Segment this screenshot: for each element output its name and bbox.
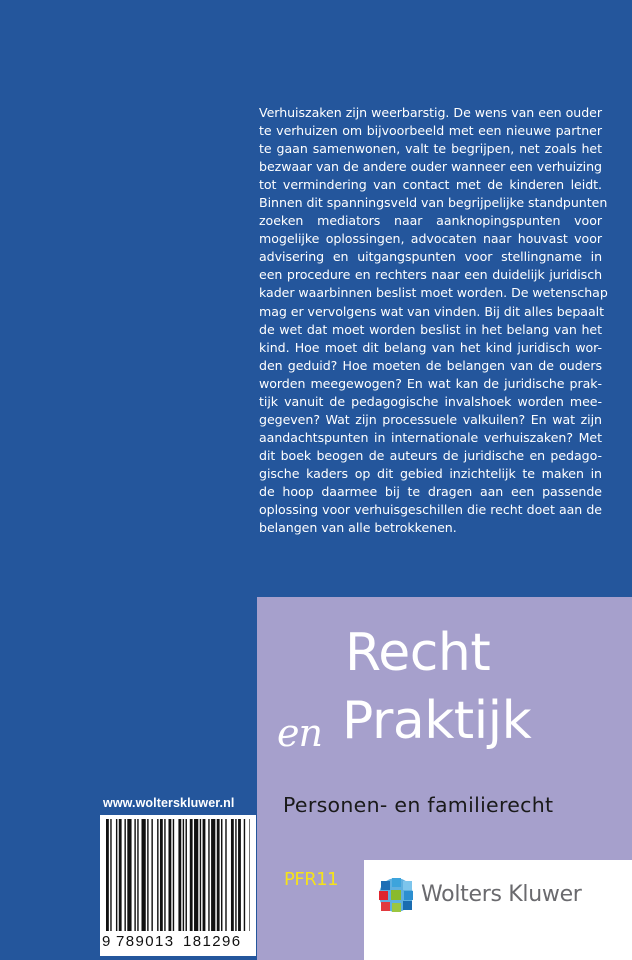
barcode-bar — [157, 819, 158, 931]
blurb-line: kind. Hoe moet dit belang van het kind juridisch wor- — [259, 339, 602, 355]
blurb-line: de wet dat moet worden beslist in het belang van het — [259, 321, 602, 337]
barcode-bar — [194, 819, 198, 931]
barcode-bar — [142, 819, 146, 931]
blurb-line: zoeken mediators naar aanknopingspunten voor — [259, 213, 602, 229]
barcode-bar — [244, 819, 245, 931]
back-cover-blurb — [259, 104, 608, 537]
publisher-logo-box — [364, 860, 632, 960]
blurb-line: mag er vervolgens wat van vinden. Bij dit alles bepaalt — [259, 303, 604, 319]
publisher-name: Wolters Kluwer — [421, 882, 582, 907]
barcode-bar — [119, 819, 122, 931]
barcode-bar — [134, 819, 135, 931]
barcode-bar — [221, 819, 222, 931]
barcode-bar — [137, 819, 138, 931]
isbn-barcode — [100, 815, 256, 956]
barcode-bar — [225, 819, 226, 931]
blurb-line: aandachtspunten in internationale verhuiszaken? Met — [259, 429, 602, 445]
blurb-line: een procedure en rechters naar een duidelijk juridisch — [259, 267, 602, 283]
blurb-line: advisering en uitgangspunten voor stellingname in — [259, 249, 602, 265]
blurb-line: Verhuiszaken zijn weerbarstig. De wens van een ouder — [259, 105, 602, 120]
barcode-bar — [116, 819, 117, 931]
blurb-line: Binnen dit spanningsveld van begrijpelijke standpunten — [259, 195, 608, 211]
barcode-bar — [186, 819, 187, 931]
barcode-bar — [235, 819, 236, 931]
series-title-en: en — [277, 711, 322, 755]
blurb-line: den geduid? Hoe moeten de belangen van de ouders — [259, 357, 602, 373]
isbn-left-group: 789013 — [116, 933, 175, 950]
blurb-line: te gaan samenwonen, valt te begrijpen, net zoals het — [259, 141, 602, 157]
barcode-bar — [211, 819, 215, 931]
blurb-line: de hoop daarmee bij te dragen aan een passende — [259, 483, 602, 499]
barcode-bar — [173, 819, 174, 931]
barcode-bar — [217, 819, 220, 931]
blurb-line: gische kaders op dit gebied inzichtelijk te maken in — [259, 465, 602, 481]
blurb-line: tot vermindering van contact met de kinderen leidt. — [259, 177, 602, 193]
barcode-bar — [178, 819, 181, 931]
blurb-line: dit boek beogen de auteurs de juridische en pedago- — [259, 447, 602, 463]
series-title-recht: Recht — [345, 623, 491, 683]
barcode-bar — [164, 819, 165, 931]
wolters-kluwer-logo-icon — [372, 871, 420, 919]
blurb-line: te verhuizen om bijvoorbeeld met een nieuwe partner — [259, 123, 602, 139]
barcode-bar — [151, 819, 152, 931]
blurb-line: bezwaar van de andere ouder wanneer een verhuizing — [259, 159, 602, 175]
barcode-bar — [110, 819, 111, 931]
barcode-bar — [183, 819, 184, 931]
barcode-bar — [249, 819, 250, 931]
barcode-bar — [160, 819, 163, 931]
publisher-website: www.wolterskluwer.nl — [103, 796, 235, 810]
barcode-bar — [231, 819, 234, 931]
series-title-praktijk: Praktijk — [342, 691, 532, 751]
barcode-bar — [208, 819, 209, 931]
series-code: PFR11 — [284, 869, 339, 890]
barcode-bar — [147, 819, 148, 931]
barcode-bar — [200, 819, 201, 931]
isbn-first-digit: 9 — [102, 933, 111, 950]
blurb-line: mogelijke oplossingen, advocaten naar houvast voor — [259, 231, 602, 247]
barcode-bars — [106, 819, 250, 935]
barcode-bar — [190, 819, 193, 931]
blurb-line: gegeven? Wat zijn processuele valkuilen? En wat zijn — [259, 411, 602, 427]
blurb-line: oplossing voor verhuisgeschillen die recht doet aan de — [259, 502, 602, 518]
blurb-line: tijk vanuit de pedagogische invalshoek worden mee- — [259, 393, 602, 409]
isbn-right-group: 181296 — [183, 933, 242, 950]
blurb-line: belangen van alle betrokkenen. — [259, 520, 457, 536]
barcode-bar — [168, 819, 171, 931]
blurb-line: kader waarbinnen beslist moet worden. De wetenschap — [259, 285, 608, 301]
barcode-bar — [127, 819, 131, 931]
barcode-bar — [203, 819, 206, 931]
series-subtitle: Personen- en familierecht — [283, 793, 554, 817]
barcode-bar — [124, 819, 125, 931]
barcode-bar — [106, 819, 109, 931]
blurb-line: worden meegewogen? En wat kan de juridische prak- — [259, 375, 602, 391]
barcode-bar — [238, 819, 241, 931]
